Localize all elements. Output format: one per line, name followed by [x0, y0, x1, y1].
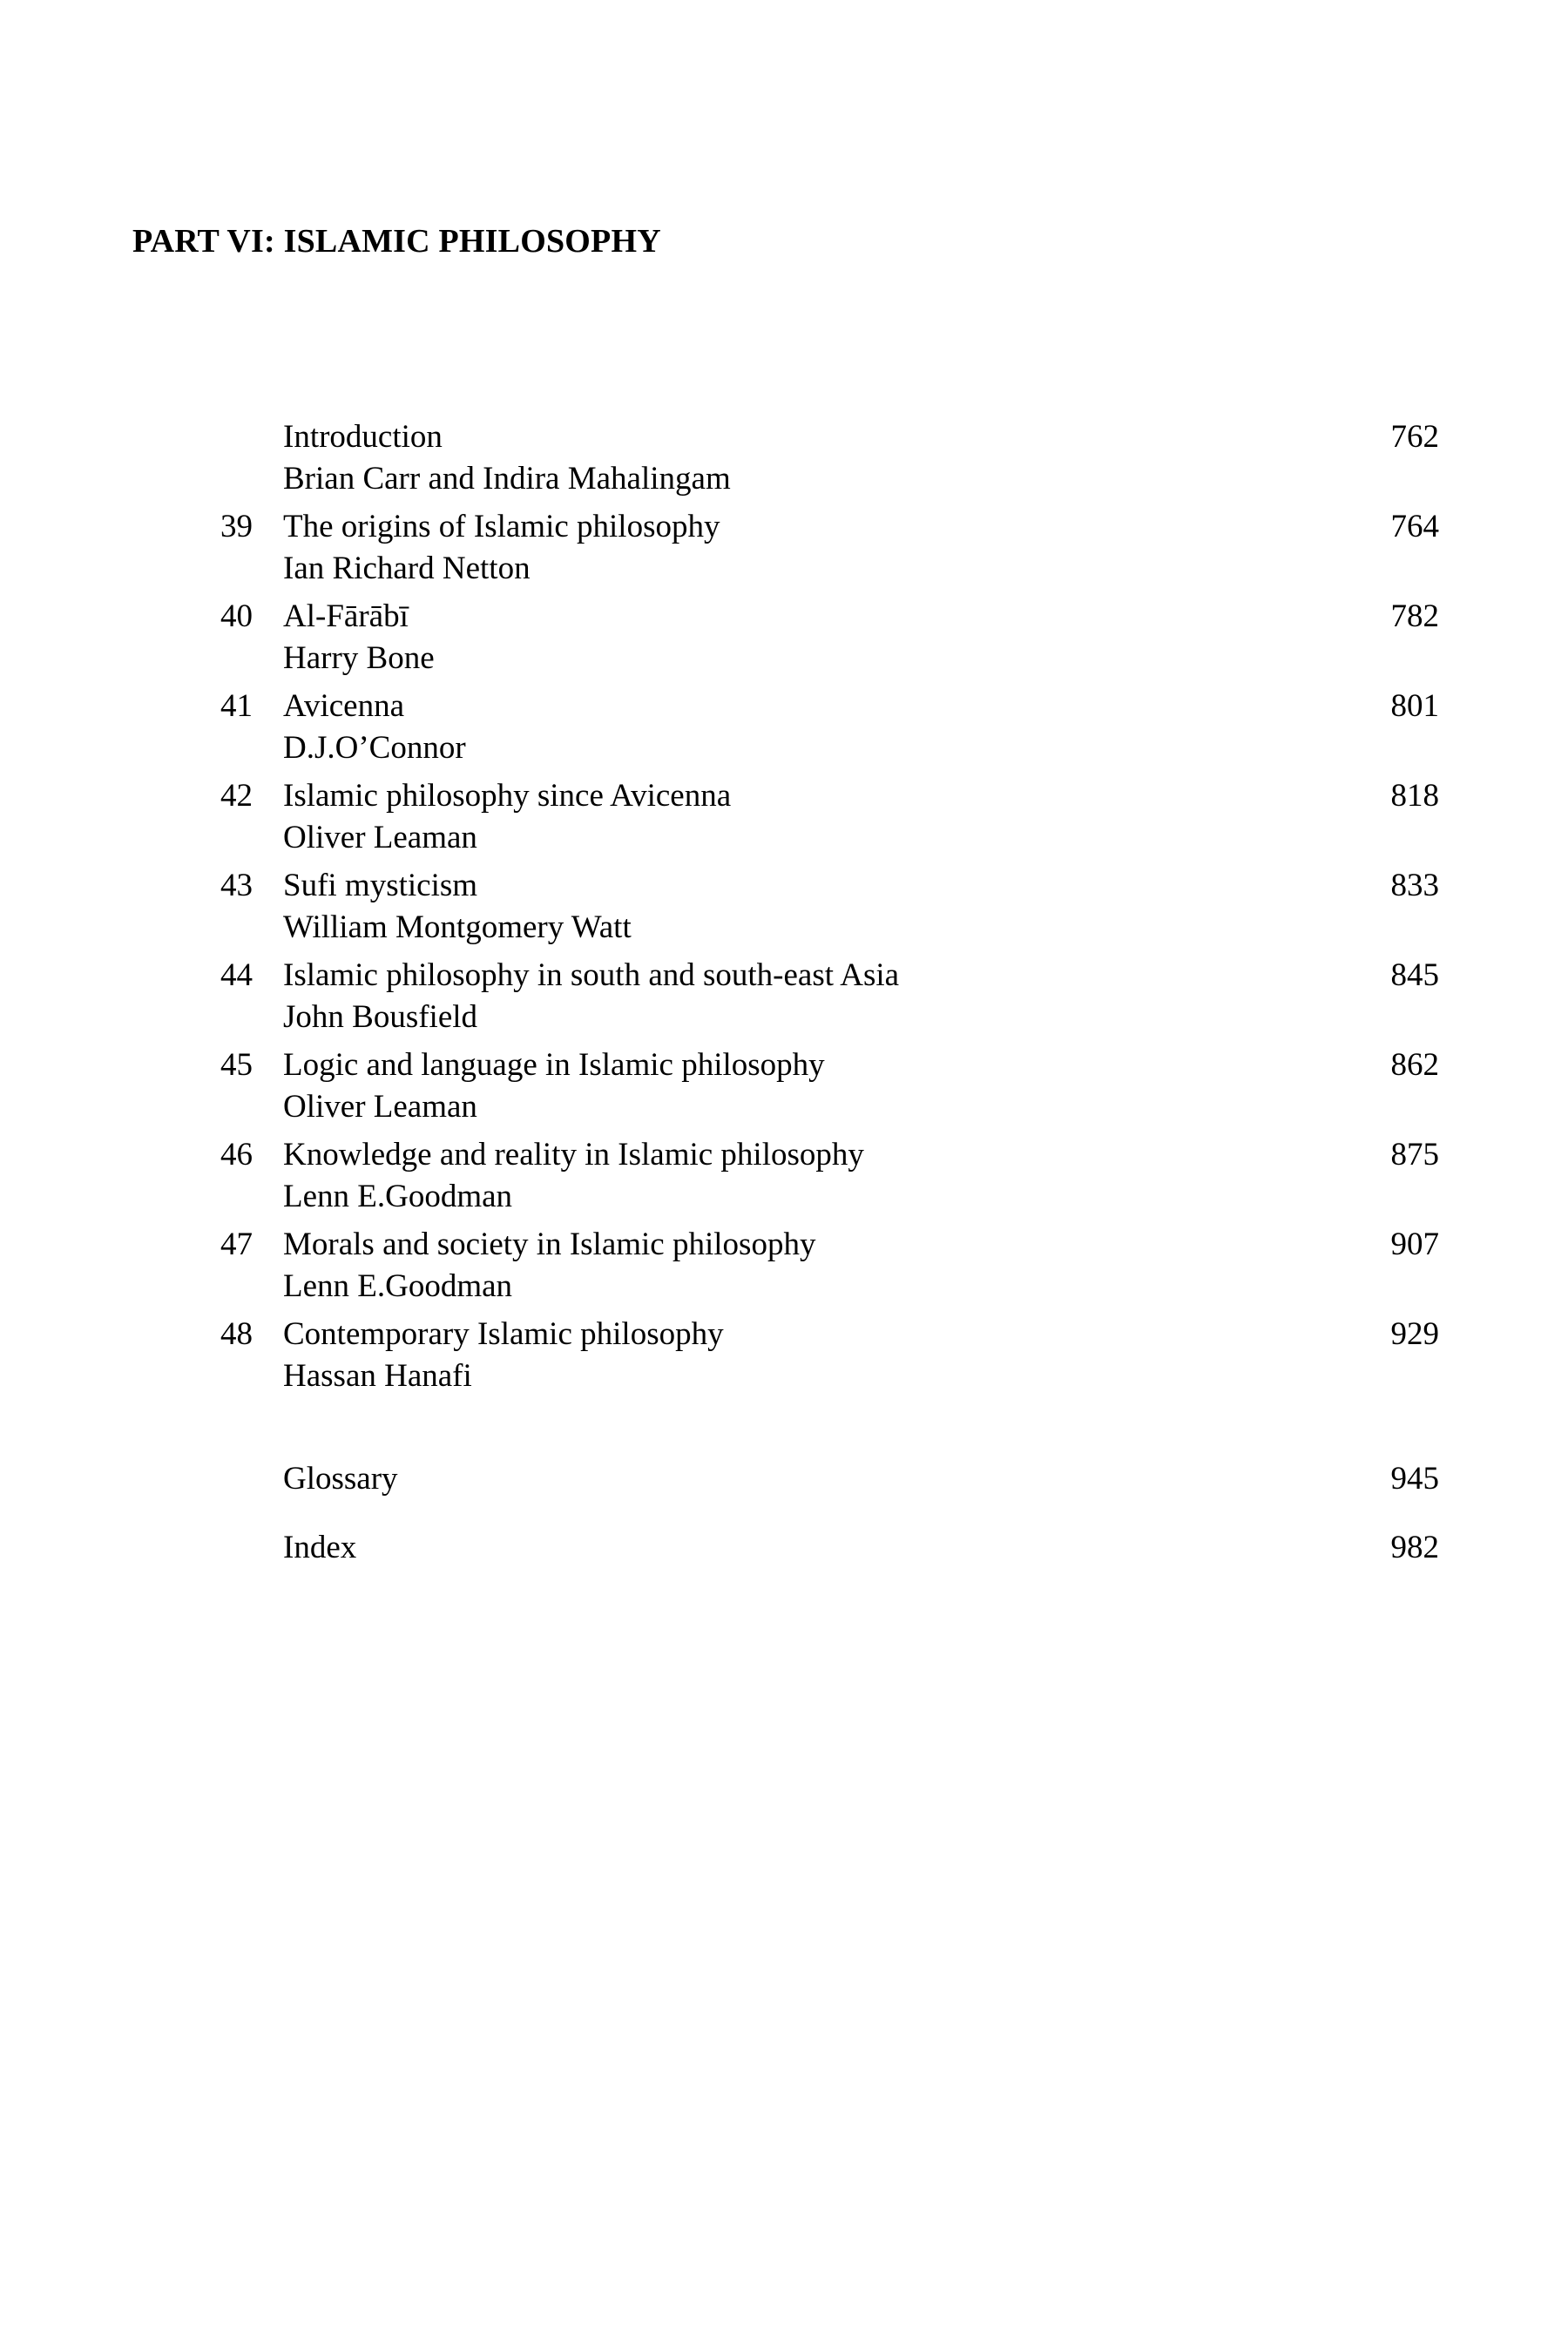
toc-entry-39[interactable] [0, 506, 1568, 593]
chapter-number: 43 [220, 868, 253, 903]
chapter-author: Oliver Leaman [283, 820, 477, 855]
toc-entry-48[interactable] [0, 1314, 1568, 1401]
page-number: 764 [1390, 509, 1439, 544]
chapter-title[interactable]: Morals and society in Islamic philosophy [283, 1227, 816, 1262]
page-number: 818 [1390, 778, 1439, 814]
chapter-title[interactable]: Al-Fārābī [283, 598, 409, 634]
toc-entry-43[interactable] [0, 865, 1568, 952]
page-number: 862 [1390, 1047, 1439, 1083]
toc-entry-introduction[interactable] [0, 416, 1568, 504]
page-number: 945 [1390, 1461, 1439, 1497]
toc-entry-44[interactable] [0, 955, 1568, 1042]
page-number: 929 [1390, 1316, 1439, 1352]
chapter-title[interactable]: Sufi mysticism [283, 868, 478, 903]
chapter-author: Harry Bone [283, 640, 435, 676]
chapter-author: Ian Richard Netton [283, 551, 531, 586]
toc-entry-41[interactable] [0, 686, 1568, 773]
chapter-title[interactable]: Islamic philosophy in south and south-east Asia [283, 957, 900, 993]
index-title[interactable]: Index [283, 1530, 357, 1565]
toc-entry-42[interactable] [0, 775, 1568, 862]
chapter-author: Lenn E.Goodman [283, 1179, 513, 1214]
page-number: 845 [1390, 957, 1439, 993]
chapter-number: 47 [220, 1227, 253, 1262]
chapter-author: Brian Carr and Indira Mahalingam [283, 461, 731, 497]
chapter-title[interactable]: Avicenna [283, 688, 405, 724]
page-number: 875 [1390, 1137, 1439, 1173]
toc-entry-47[interactable] [0, 1224, 1568, 1311]
toc-entry-40[interactable] [0, 596, 1568, 683]
chapter-title[interactable]: Contemporary Islamic philosophy [283, 1316, 724, 1352]
chapter-number: 41 [220, 688, 253, 724]
page-number: 907 [1390, 1227, 1439, 1262]
chapter-number: 45 [220, 1047, 253, 1083]
chapter-author: D.J.O’Connor [283, 730, 466, 766]
page-number: 762 [1390, 419, 1439, 455]
chapter-title[interactable]: Logic and language in Islamic philosophy [283, 1047, 825, 1083]
page-number: 982 [1390, 1530, 1439, 1565]
chapter-title[interactable]: The origins of Islamic philosophy [283, 509, 720, 544]
toc-entry-glossary[interactable] [0, 1458, 1568, 1502]
part-title: PART VI: ISLAMIC PHILOSOPHY [132, 223, 661, 260]
toc-entry-46[interactable] [0, 1134, 1568, 1221]
chapter-number: 44 [220, 957, 253, 993]
chapter-title[interactable]: Knowledge and reality in Islamic philosophy [283, 1137, 864, 1173]
page-number: 782 [1390, 598, 1439, 634]
toc-entry-index[interactable] [0, 1527, 1568, 1571]
chapter-number: 48 [220, 1316, 253, 1352]
chapter-title[interactable]: Introduction [283, 419, 443, 455]
chapter-number: 40 [220, 598, 253, 634]
chapter-number: 46 [220, 1137, 253, 1173]
page-number: 801 [1390, 688, 1439, 724]
chapter-author: Lenn E.Goodman [283, 1268, 513, 1304]
glossary-title[interactable]: Glossary [283, 1461, 398, 1497]
chapter-number: 42 [220, 778, 253, 814]
chapter-number: 39 [220, 509, 253, 544]
chapter-author: William Montgomery Watt [283, 909, 632, 945]
page-number: 833 [1390, 868, 1439, 903]
toc-entry-45[interactable] [0, 1044, 1568, 1132]
chapter-title[interactable]: Islamic philosophy since Avicenna [283, 778, 732, 814]
chapter-author: Hassan Hanafi [283, 1358, 472, 1394]
chapter-author: Oliver Leaman [283, 1089, 477, 1125]
chapter-author: John Bousfield [283, 999, 478, 1035]
